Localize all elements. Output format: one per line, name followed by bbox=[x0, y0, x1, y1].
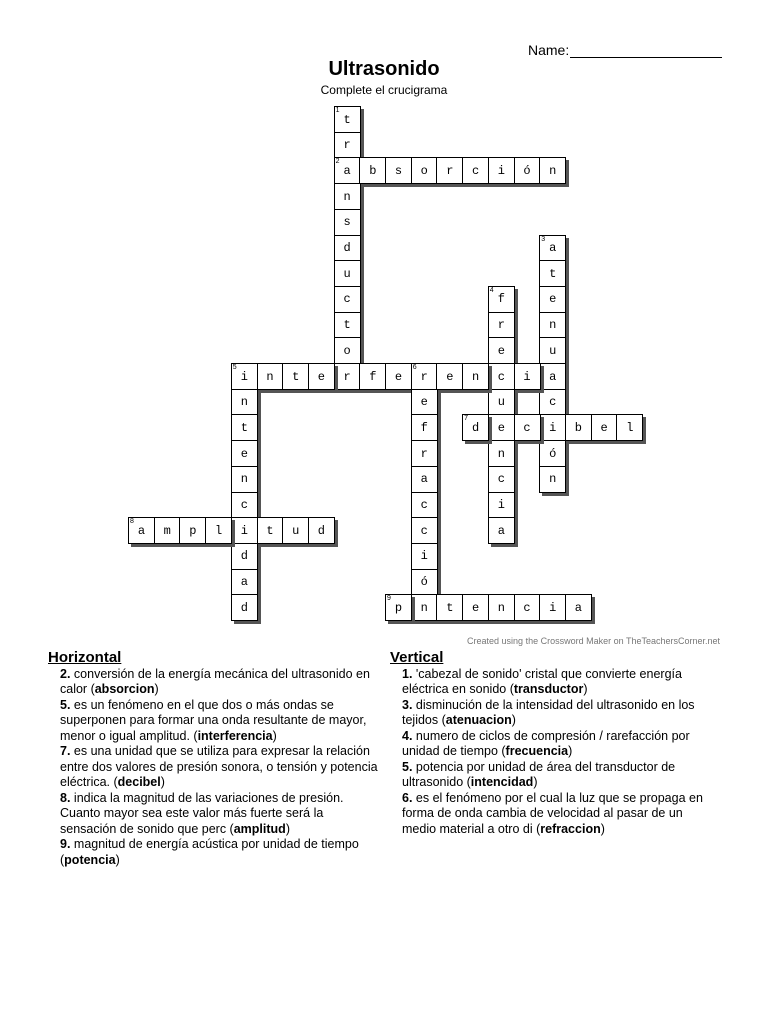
cell-letter: r bbox=[343, 138, 351, 153]
clue-number: 9. bbox=[60, 837, 71, 851]
cell-letter: t bbox=[343, 318, 351, 333]
clue-tail: ) bbox=[285, 821, 290, 836]
crossword-cell[interactable] bbox=[436, 363, 463, 390]
clue-answer: amplitud bbox=[233, 821, 286, 836]
clue-tail: ) bbox=[533, 775, 538, 789]
page-subtitle: Complete el crucigrama bbox=[320, 83, 448, 97]
crossword-cell[interactable] bbox=[462, 363, 489, 390]
cell-letter: u bbox=[549, 343, 557, 358]
clue-text: potencia por unidad de área del transductor de ultrasonido ( bbox=[402, 759, 676, 789]
cell-letter: i bbox=[240, 369, 248, 384]
clue-text: disminución de la intensidad del ultrasonido en los tejidos ( bbox=[402, 697, 695, 727]
cell-letter: b bbox=[574, 420, 582, 435]
clue-text: es el fenómeno por el cual la luz que se propaga en forma de onda cambia de velocidad al pasar de un medio material a otro di ( bbox=[402, 790, 703, 836]
cell-letter: a bbox=[574, 600, 582, 615]
crossword-cell[interactable] bbox=[514, 594, 541, 621]
cell-letter: i bbox=[549, 600, 557, 615]
crossword-cell[interactable] bbox=[514, 157, 541, 184]
cell-letter: e bbox=[497, 420, 505, 435]
cell-letter: c bbox=[471, 163, 480, 178]
clue-text: indica la magnitud de las variaciones de presión. Cuanto mayor sea este valor más fuerte será la sensación de sonido que perc ( bbox=[60, 790, 344, 836]
cell-letter: t bbox=[292, 369, 300, 384]
crossword-cell[interactable] bbox=[231, 414, 258, 441]
clue-item bbox=[390, 760, 720, 791]
cell-letter: o bbox=[343, 343, 351, 358]
crossword-cell[interactable] bbox=[514, 363, 541, 390]
cell-letter: t bbox=[266, 523, 274, 538]
cell-letter: e bbox=[471, 600, 480, 615]
clue-number: 7. bbox=[60, 744, 71, 758]
crossword-cell[interactable] bbox=[282, 517, 309, 544]
crossword-cell[interactable] bbox=[359, 363, 386, 390]
across-clue-list bbox=[48, 667, 378, 869]
cell-letter: l bbox=[626, 420, 634, 435]
crossword-cell[interactable] bbox=[488, 286, 515, 313]
cell-letter: e bbox=[317, 369, 325, 384]
crossword-cell[interactable] bbox=[385, 594, 412, 621]
crossword-cell[interactable] bbox=[539, 389, 566, 416]
clue-answer: potencia bbox=[64, 852, 116, 867]
crossword-cell[interactable] bbox=[231, 543, 258, 570]
crossword-cell[interactable] bbox=[231, 389, 258, 416]
cell-letter: t bbox=[549, 266, 557, 281]
clue-answer: refraccion bbox=[540, 821, 601, 836]
crossword-cell[interactable] bbox=[411, 466, 438, 493]
cell-letter: n bbox=[497, 600, 505, 615]
cell-letter: n bbox=[471, 369, 480, 384]
cell-letter: a bbox=[549, 369, 557, 384]
crossword-cell[interactable] bbox=[231, 440, 258, 467]
cell-letter: c bbox=[420, 498, 428, 512]
crossword-cell[interactable] bbox=[231, 569, 258, 596]
crossword-cell[interactable] bbox=[179, 517, 206, 544]
cell-letter: d bbox=[240, 600, 248, 615]
clue-tail: ) bbox=[511, 713, 516, 727]
crossword-cell[interactable] bbox=[488, 440, 515, 467]
cell-letter: a bbox=[240, 575, 248, 590]
cell-letter: n bbox=[240, 395, 248, 410]
crossword-cell[interactable] bbox=[411, 543, 438, 570]
crossword-cell[interactable] bbox=[565, 594, 592, 621]
cell-letter: n bbox=[497, 446, 505, 461]
crossword-cell[interactable] bbox=[385, 363, 412, 390]
cell-letter: c bbox=[420, 523, 428, 538]
cell-letter: i bbox=[523, 369, 531, 384]
cell-letter: f bbox=[497, 292, 505, 307]
cell-letter: c bbox=[343, 292, 351, 307]
crossword-cell[interactable] bbox=[231, 492, 258, 519]
cell-number: 2 bbox=[335, 158, 340, 166]
crossword-cell[interactable] bbox=[334, 337, 361, 364]
down-clue-list bbox=[390, 667, 720, 838]
cell-number: 1 bbox=[335, 107, 340, 114]
crossword-cell[interactable] bbox=[488, 414, 515, 441]
cell-letter: a bbox=[497, 523, 505, 538]
crossword-cell[interactable] bbox=[231, 466, 258, 493]
cell-letter: t bbox=[446, 600, 454, 615]
clue-tail: ) bbox=[272, 728, 277, 743]
cell-letter: c bbox=[549, 395, 557, 410]
crossword-cell[interactable] bbox=[334, 183, 361, 210]
clue-text: magnitud de energía acústica por unidad de tiempo ( bbox=[60, 837, 359, 867]
crossword-cell[interactable] bbox=[334, 209, 361, 236]
crossword-cell[interactable] bbox=[462, 414, 489, 441]
page-title: Ultrasonido bbox=[328, 58, 440, 80]
cell-letter: n bbox=[549, 318, 557, 333]
cell-letter: r bbox=[420, 446, 428, 461]
crossword-cell[interactable] bbox=[565, 414, 592, 441]
cell-letter: a bbox=[343, 163, 351, 178]
name-label: Name: bbox=[528, 42, 570, 58]
crossword-cell[interactable] bbox=[539, 312, 566, 339]
crossword-cell[interactable] bbox=[308, 363, 335, 390]
cell-letter: n bbox=[343, 189, 351, 204]
cell-letter: u bbox=[343, 266, 351, 281]
crossword-cell[interactable] bbox=[488, 466, 515, 493]
cell-letter: l bbox=[214, 523, 223, 538]
cell-letter: r bbox=[446, 163, 454, 178]
crossword-cell[interactable] bbox=[411, 492, 438, 519]
crossword-cell[interactable] bbox=[334, 286, 361, 313]
crossword-cell[interactable] bbox=[154, 517, 181, 544]
cell-letter: s bbox=[394, 163, 403, 178]
crossword-cell[interactable] bbox=[488, 517, 515, 544]
cell-letter: ó bbox=[523, 163, 531, 178]
cell-letter: i bbox=[240, 523, 248, 538]
crossword-cell[interactable] bbox=[308, 517, 335, 544]
clue-item bbox=[390, 698, 720, 729]
crossword-cell[interactable] bbox=[462, 157, 489, 184]
cell-letter: o bbox=[420, 163, 428, 178]
crossword-cell[interactable] bbox=[539, 260, 566, 287]
crossword-cell[interactable] bbox=[411, 414, 438, 441]
clue-item bbox=[390, 729, 720, 760]
cell-letter: a bbox=[420, 472, 428, 487]
cell-letter: c bbox=[523, 600, 531, 615]
crossword-cell[interactable] bbox=[385, 157, 412, 184]
across-clues bbox=[48, 650, 378, 868]
crossword-cell[interactable] bbox=[539, 363, 566, 390]
clue-item bbox=[48, 744, 378, 791]
crossword-cell[interactable] bbox=[539, 157, 566, 184]
cell-letter: p bbox=[189, 523, 197, 538]
cell-letter: b bbox=[369, 163, 377, 178]
crossword-cell[interactable] bbox=[231, 517, 258, 544]
clue-number: 4. bbox=[402, 728, 413, 743]
clue-tail: ) bbox=[115, 852, 120, 867]
cell-number: 9 bbox=[387, 595, 391, 603]
crossword-cell[interactable] bbox=[231, 594, 258, 621]
clue-item bbox=[48, 791, 378, 838]
crossword-cell[interactable] bbox=[334, 312, 361, 339]
clue-tail: ) bbox=[568, 744, 573, 758]
clue-tail: ) bbox=[583, 682, 588, 696]
clue-answer: atenuacion bbox=[445, 713, 512, 727]
crossword-cell[interactable] bbox=[282, 363, 309, 390]
cell-letter: r bbox=[343, 369, 351, 384]
cell-letter: t bbox=[240, 420, 248, 435]
cell-letter: ó bbox=[420, 575, 428, 590]
crossword-cell[interactable] bbox=[488, 594, 515, 621]
crossword-cell[interactable] bbox=[488, 389, 515, 416]
cell-letter: e bbox=[240, 446, 248, 461]
cell-letter: n bbox=[549, 472, 557, 487]
crossword-cell[interactable] bbox=[539, 235, 566, 262]
clue-number: 5. bbox=[60, 697, 71, 712]
crossword-cell[interactable] bbox=[334, 157, 361, 184]
clue-text: conversión de la energía mecánica del ultrasonido en calor ( bbox=[60, 666, 370, 696]
cell-letter: n bbox=[240, 472, 248, 487]
crossword-cell[interactable] bbox=[411, 517, 438, 544]
clue-tail: ) bbox=[160, 775, 165, 789]
clue-answer: frecuencia bbox=[505, 744, 569, 758]
clue-number: 2. bbox=[60, 666, 71, 681]
cell-letter: c bbox=[523, 420, 531, 435]
cell-letter: c bbox=[240, 498, 248, 512]
crossword-cell[interactable] bbox=[334, 132, 361, 159]
cell-letter: a bbox=[549, 241, 557, 255]
crossword-cell[interactable] bbox=[334, 235, 361, 262]
cell-letter: t bbox=[343, 112, 351, 127]
crossword-cell[interactable] bbox=[257, 517, 284, 544]
crossword-cell[interactable] bbox=[128, 517, 155, 544]
clue-text: numero de ciclos de compresión / rarefacción por unidad de tiempo ( bbox=[402, 728, 690, 758]
cell-number: 7 bbox=[464, 415, 468, 423]
cell-letter: d bbox=[317, 523, 325, 538]
cell-letter: u bbox=[497, 395, 505, 410]
cell-letter: s bbox=[343, 215, 351, 230]
crossword-cell[interactable] bbox=[488, 363, 515, 390]
crossword-cell[interactable] bbox=[539, 414, 566, 441]
cell-number: 6 bbox=[412, 364, 417, 371]
clue-answer: decibel bbox=[117, 775, 161, 789]
crossword-cell[interactable] bbox=[488, 157, 515, 184]
cell-letter: r bbox=[497, 318, 505, 333]
cell-letter: c bbox=[497, 472, 505, 487]
crossword-cell[interactable] bbox=[411, 389, 438, 416]
clue-number: 1. bbox=[402, 666, 413, 681]
cell-letter: f bbox=[420, 420, 428, 435]
clue-answer: interferencia bbox=[197, 728, 273, 743]
crossword-cell[interactable] bbox=[539, 286, 566, 313]
clue-answer: transductor bbox=[513, 682, 584, 696]
cell-letter: i bbox=[549, 420, 557, 435]
across-heading: Horizontal bbox=[48, 649, 122, 666]
crossword-cell[interactable] bbox=[359, 157, 386, 184]
clue-item bbox=[48, 667, 378, 698]
cell-letter: a bbox=[137, 523, 146, 538]
crossword-cell[interactable] bbox=[411, 440, 438, 467]
crossword-cell[interactable] bbox=[488, 492, 515, 519]
down-heading: Vertical bbox=[390, 649, 444, 666]
clue-text: es una unidad que se utiliza para expresar la relación entre dos valores de presión sonora, o tensión y potencia eléctrica. ( bbox=[60, 744, 378, 789]
crossword-cell[interactable] bbox=[539, 594, 566, 621]
clue-number: 3. bbox=[402, 697, 413, 712]
cell-letter: n bbox=[549, 163, 557, 178]
crossword-cell[interactable] bbox=[616, 414, 643, 441]
crossword-cell[interactable] bbox=[591, 414, 618, 441]
crossword-cell[interactable] bbox=[436, 157, 463, 184]
cell-number: 8 bbox=[130, 518, 134, 526]
crossword-cell[interactable] bbox=[539, 466, 566, 493]
clue-item bbox=[390, 667, 720, 698]
clue-number: 6. bbox=[402, 790, 413, 805]
clue-item bbox=[390, 791, 720, 838]
cell-letter: f bbox=[369, 369, 377, 384]
cell-letter: i bbox=[420, 549, 428, 564]
crossword-cell[interactable] bbox=[334, 363, 361, 390]
cell-letter: i bbox=[497, 163, 505, 178]
clue-tail: ) bbox=[154, 682, 159, 696]
clue-text: 'cabezal de sonido' cristal que convierte energía eléctrica en sonido ( bbox=[402, 666, 682, 696]
cell-letter: e bbox=[394, 369, 403, 384]
clue-tail: ) bbox=[600, 821, 605, 836]
crossword-cell[interactable] bbox=[539, 440, 566, 467]
crossword-cell[interactable] bbox=[334, 106, 361, 133]
cell-letter: d bbox=[240, 549, 248, 564]
down-clues bbox=[390, 650, 720, 837]
cell-letter: ó bbox=[549, 446, 557, 461]
cell-letter: e bbox=[549, 292, 557, 307]
crossword-cell[interactable] bbox=[231, 363, 258, 390]
clue-number: 5. bbox=[402, 759, 413, 774]
clue-answer: intencidad bbox=[470, 775, 534, 789]
cell-letter: d bbox=[343, 241, 351, 255]
crossword-cell[interactable] bbox=[539, 337, 566, 364]
crossword-cell[interactable] bbox=[411, 157, 438, 184]
cell-letter: m bbox=[163, 523, 171, 538]
clue-number: 8. bbox=[60, 790, 71, 805]
crossword-cell[interactable] bbox=[411, 569, 438, 596]
cell-letter: u bbox=[292, 523, 300, 538]
credit-text: Created using the Crossword Maker on TheTeachersCorner.net bbox=[467, 636, 720, 646]
crossword-cell[interactable] bbox=[488, 337, 515, 364]
cell-letter: p bbox=[394, 600, 403, 615]
clue-item bbox=[48, 698, 378, 745]
cell-number: 3 bbox=[541, 235, 546, 243]
crossword-cell[interactable] bbox=[436, 594, 463, 621]
cell-number: 4 bbox=[489, 286, 494, 294]
crossword-cell[interactable] bbox=[462, 594, 489, 621]
crossword-cell[interactable] bbox=[205, 517, 232, 544]
cell-letter: d bbox=[471, 420, 480, 435]
cell-number: 5 bbox=[232, 364, 237, 371]
crossword-cell[interactable] bbox=[488, 312, 515, 339]
crossword-cell[interactable] bbox=[334, 260, 361, 287]
clue-text: es un fenómeno en el que dos o más ondas se superponen para formar una onda resultante de mayor, menor o igual amplitud. ( bbox=[60, 697, 367, 743]
crossword-cell[interactable] bbox=[257, 363, 284, 390]
clue-item bbox=[48, 837, 378, 868]
crossword-cell[interactable] bbox=[514, 414, 541, 441]
crossword-cell[interactable] bbox=[411, 363, 438, 390]
cell-letter: e bbox=[497, 343, 505, 358]
cell-letter: n bbox=[266, 369, 274, 384]
crossword-cell[interactable] bbox=[411, 594, 438, 621]
clue-answer: absorcion bbox=[94, 682, 155, 696]
cell-letter: r bbox=[420, 369, 428, 384]
cell-letter: i bbox=[497, 498, 505, 512]
cell-letter: c bbox=[497, 369, 505, 384]
cell-letter: n bbox=[420, 600, 428, 615]
cell-letter: e bbox=[420, 395, 428, 410]
cell-letter: e bbox=[446, 369, 454, 384]
cell-letter: e bbox=[600, 420, 608, 435]
